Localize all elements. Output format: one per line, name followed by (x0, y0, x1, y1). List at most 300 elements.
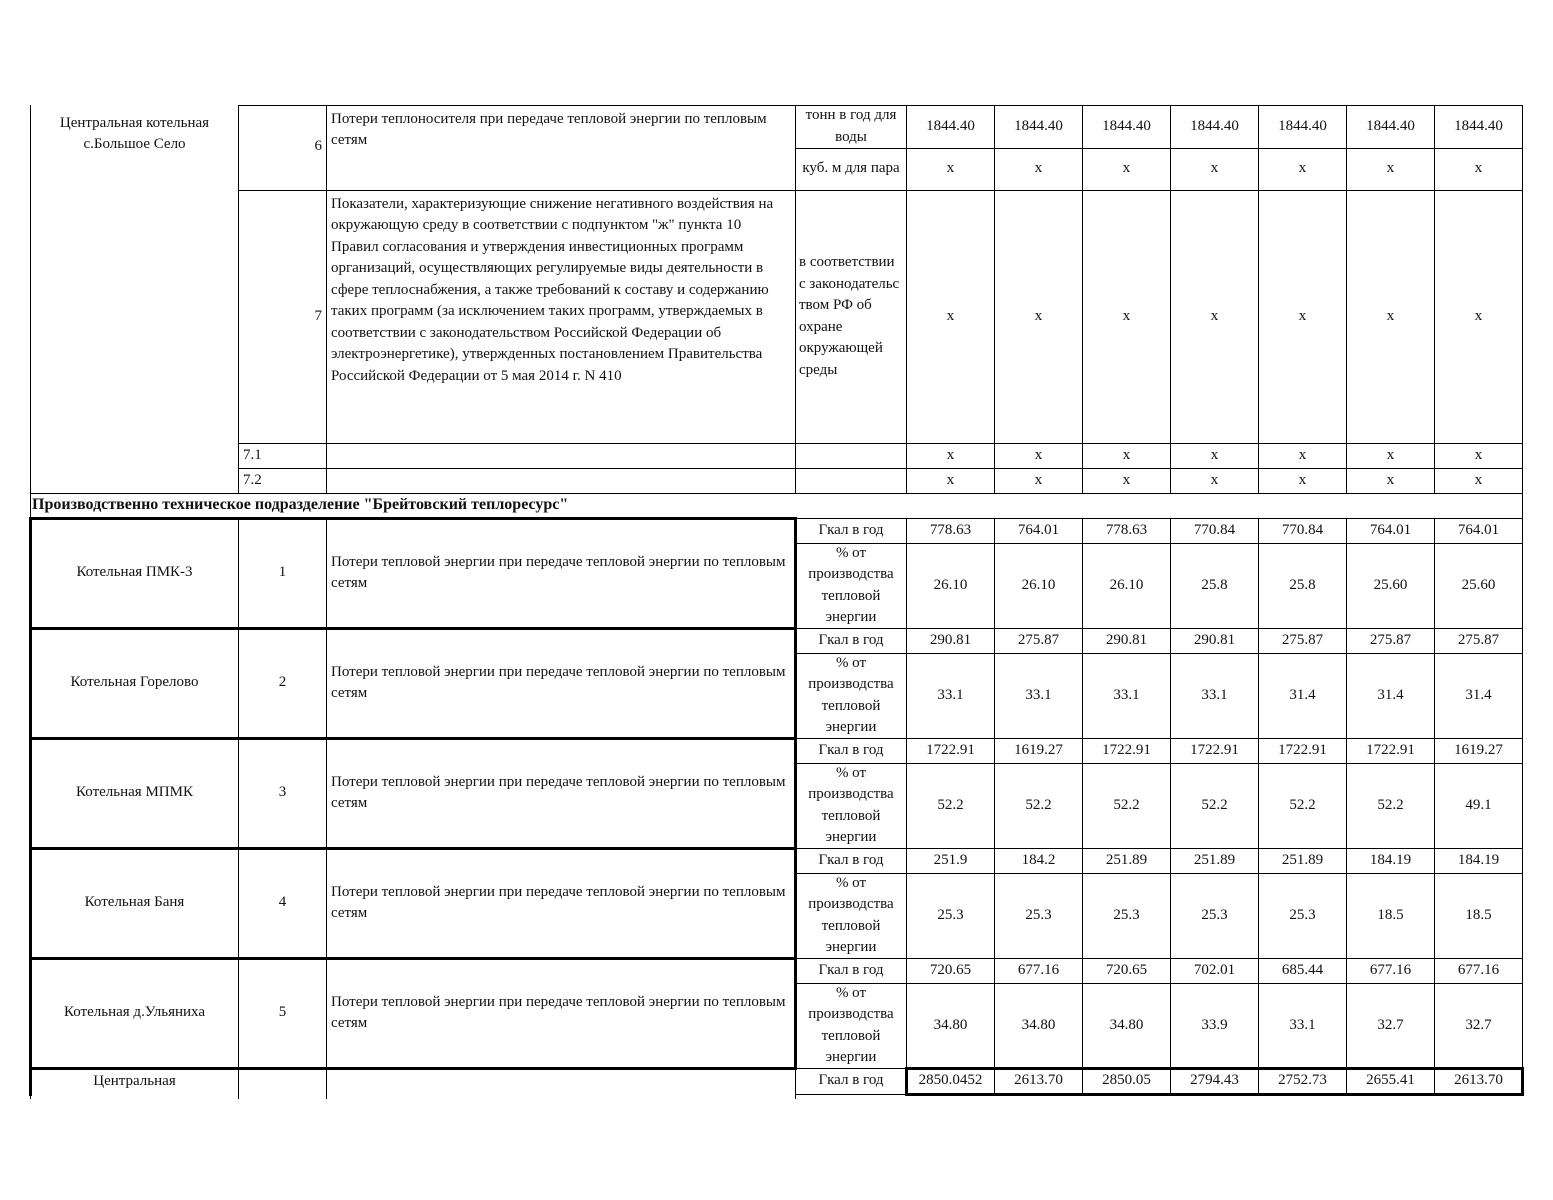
value-cell (1434, 468, 1523, 494)
row-number-cell-text: 3 (278, 784, 287, 801)
value-cell-text: x (1034, 471, 1043, 488)
value-cell-text: 1844.40 (1366, 117, 1415, 134)
value-cell-text: x (1298, 471, 1307, 488)
unit-cell-text: % от производства тепловой энергии (808, 544, 894, 625)
value-cell-text: x (946, 446, 955, 463)
indicator-description-cell-text: Потери тепловой энергии при передаче тепловой энергии по тепловым сетям (331, 553, 786, 591)
value-cell (1170, 848, 1259, 874)
value-cell-text: 1844.40 (1190, 117, 1239, 134)
unit-cell (795, 190, 907, 444)
value-cell (1170, 468, 1259, 494)
value-cell-text: 2850.0452 (918, 1072, 983, 1089)
value-cell-text: 26.10 (1109, 576, 1144, 593)
value-cell (994, 653, 1083, 739)
value-cell-text: 25.3 (1113, 906, 1140, 923)
value-cell (1170, 628, 1259, 654)
boiler-name-cell (30, 848, 239, 959)
unit-cell-text: Гкал в год (818, 1072, 884, 1089)
value-cell (1082, 983, 1171, 1069)
value-cell (994, 148, 1083, 191)
indicator-description-cell-text: Потери тепловой энергии при передаче тепловой энергии по тепловым сетям (331, 883, 786, 921)
value-cell-text: 26.10 (933, 576, 968, 593)
value-cell (1346, 1068, 1435, 1095)
row-number-cell (238, 958, 327, 1069)
value-cell-text: x (1474, 307, 1483, 324)
value-cell-text: 25.3 (1289, 906, 1316, 923)
value-cell (906, 983, 995, 1069)
indicator-description-cell-text: Потери тепловой энергии при передаче тепловой энергии по тепловым сетям (331, 773, 786, 811)
value-cell (906, 848, 995, 874)
indicator-description-cell (326, 848, 796, 959)
value-cell-text: 290.81 (1193, 631, 1236, 648)
boiler-name-cell-text: Центральная (93, 1072, 176, 1089)
value-cell-text: 778.63 (1105, 521, 1148, 538)
value-cell (1258, 848, 1347, 874)
value-cell (1258, 443, 1347, 469)
indicator-description-cell (326, 958, 796, 1069)
value-cell-text: 251.89 (1193, 851, 1236, 868)
unit-cell-text: % от производства тепловой энергии (808, 654, 894, 735)
value-cell (906, 443, 995, 469)
row-number-cell (238, 1068, 327, 1099)
value-cell-text: 25.3 (1201, 906, 1228, 923)
value-cell-text: x (1298, 446, 1307, 463)
value-cell-text: x (1034, 446, 1043, 463)
unit-cell (795, 1068, 907, 1095)
indicator-description-cell-text: Потери теплоносителя при передаче тепловой энергии по тепловым сетям (331, 110, 767, 148)
boiler-name-cell (30, 958, 239, 1069)
value-cell (906, 1068, 995, 1095)
value-cell-text: 25.8 (1289, 576, 1316, 593)
value-cell (1434, 848, 1523, 874)
value-cell-text: x (1122, 446, 1131, 463)
unit-cell-text: Гкал в год (818, 741, 884, 758)
boiler-name-cell (30, 628, 239, 739)
value-cell (1258, 1068, 1347, 1095)
value-cell-text: 1722.91 (1102, 741, 1151, 758)
value-cell-text: 52.2 (1113, 796, 1140, 813)
unit-cell (795, 983, 907, 1069)
value-cell-text: 33.1 (937, 686, 964, 703)
value-cell (1434, 628, 1523, 654)
value-cell-text: 25.3 (937, 906, 964, 923)
row-number-cell-text: 7 (314, 307, 322, 324)
value-cell (1434, 983, 1523, 1069)
boiler-name-cell-text: Котельная ПМК-3 (76, 564, 193, 581)
value-cell-text: 1844.40 (1102, 117, 1151, 134)
value-cell-text: 720.65 (929, 961, 972, 978)
value-cell (1258, 983, 1347, 1069)
value-cell-text: 32.7 (1465, 1016, 1492, 1033)
value-cell (1434, 543, 1523, 629)
value-cell-text: 33.9 (1201, 1016, 1228, 1033)
value-cell (1170, 1068, 1259, 1095)
value-cell (906, 543, 995, 629)
value-cell-text: 49.1 (1465, 796, 1492, 813)
row-number-cell-text: 7.1 (243, 446, 262, 463)
unit-cell (795, 518, 907, 544)
value-cell-text: 778.63 (929, 521, 972, 538)
value-cell (1258, 763, 1347, 849)
value-cell-text: 25.3 (1025, 906, 1052, 923)
value-cell (1258, 738, 1347, 764)
value-cell (1434, 958, 1523, 984)
value-cell-text: x (1210, 471, 1219, 488)
boiler-name-cell-text: Центральная котельная с.Большое Село (59, 114, 210, 152)
value-cell-text: x (1298, 160, 1307, 177)
boiler-name-cell (30, 105, 239, 494)
row-number-cell-text: 6 (314, 137, 322, 154)
value-cell (1346, 653, 1435, 739)
value-cell (906, 190, 995, 444)
value-cell (1434, 148, 1523, 191)
value-cell (1258, 653, 1347, 739)
value-cell-text: 677.16 (1457, 961, 1500, 978)
value-cell-text: 33.1 (1201, 686, 1228, 703)
unit-cell-text: в соответствии с законодательс твом РФ об охране окружающей среды (799, 254, 900, 378)
value-cell-text: 770.84 (1281, 521, 1324, 538)
value-cell (994, 105, 1083, 149)
value-cell (1346, 468, 1435, 494)
value-cell-text: 720.65 (1105, 961, 1148, 978)
row-number-cell (238, 468, 327, 494)
value-cell (1170, 738, 1259, 764)
value-cell-text: 33.1 (1025, 686, 1052, 703)
row-number-cell-text: 7.2 (243, 471, 262, 488)
value-cell-text: 251.89 (1281, 851, 1324, 868)
unit-cell-text: % от производства тепловой энергии (808, 764, 894, 845)
value-cell-text: 275.87 (1369, 631, 1412, 648)
value-cell-text: 702.01 (1193, 961, 1236, 978)
unit-cell (795, 543, 907, 629)
value-cell-text: 685.44 (1281, 961, 1324, 978)
value-cell (1434, 190, 1523, 444)
indicator-description-cell (326, 1068, 796, 1099)
value-cell (994, 543, 1083, 629)
boiler-name-cell-text: Котельная Баня (84, 894, 185, 911)
indicator-description-cell (326, 105, 796, 191)
value-cell-text: 25.60 (1461, 576, 1496, 593)
value-cell-text: 770.84 (1193, 521, 1236, 538)
value-cell (1258, 628, 1347, 654)
row-number-cell (238, 443, 327, 469)
value-cell (994, 848, 1083, 874)
value-cell (1434, 653, 1523, 739)
section-heading: Производственно техническое подразделение "Брейтовский теплоресурс" (32, 496, 569, 513)
value-cell-text: 31.4 (1465, 686, 1492, 703)
value-cell-text: 34.80 (1021, 1016, 1056, 1033)
unit-cell-text: куб. м для пара (802, 160, 900, 177)
value-cell-text: x (1474, 471, 1483, 488)
value-cell-text: 33.1 (1289, 1016, 1316, 1033)
value-cell (994, 958, 1083, 984)
value-cell-text: x (1386, 446, 1395, 463)
value-cell-text: 2613.70 (1454, 1072, 1503, 1089)
value-cell (994, 628, 1083, 654)
indicator-description-cell (326, 190, 796, 444)
value-cell (1258, 958, 1347, 984)
value-cell (1082, 653, 1171, 739)
value-cell (1434, 1068, 1523, 1095)
boiler-name-cell (30, 518, 239, 629)
value-cell (1434, 763, 1523, 849)
value-cell (1346, 958, 1435, 984)
value-cell (1170, 190, 1259, 444)
row-number-cell-text: 1 (278, 564, 287, 581)
value-cell-text: x (1386, 160, 1395, 177)
value-cell (1346, 105, 1435, 149)
unit-cell (795, 958, 907, 984)
row-number-cell (238, 848, 327, 959)
indicator-description-cell (326, 468, 796, 494)
value-cell-text: 34.80 (933, 1016, 968, 1033)
value-cell (994, 190, 1083, 444)
value-cell (1082, 738, 1171, 764)
value-cell-text: 1722.91 (1278, 741, 1327, 758)
value-cell (906, 653, 995, 739)
value-cell (1170, 983, 1259, 1069)
value-cell (1082, 763, 1171, 849)
value-cell (1170, 443, 1259, 469)
value-cell-text: 52.2 (1025, 796, 1052, 813)
value-cell-text: x (1210, 446, 1219, 463)
indicator-description-cell (326, 518, 796, 629)
value-cell (1082, 190, 1171, 444)
value-cell (906, 518, 995, 544)
value-cell (1258, 518, 1347, 544)
value-cell-text: 290.81 (1105, 631, 1148, 648)
unit-cell-text: Гкал в год (818, 631, 884, 648)
value-cell-text: 764.01 (1457, 521, 1500, 538)
value-cell-text: 1619.27 (1454, 741, 1503, 758)
value-cell (906, 468, 995, 494)
value-cell-text: 184.2 (1021, 851, 1056, 868)
unit-cell (795, 468, 907, 494)
value-cell-text: 1722.91 (1366, 741, 1415, 758)
value-cell-text: 764.01 (1369, 521, 1412, 538)
value-cell-text: x (946, 471, 955, 488)
unit-cell (795, 148, 907, 191)
value-cell (994, 443, 1083, 469)
value-cell-text: 275.87 (1457, 631, 1500, 648)
unit-cell-text: Гкал в год (818, 961, 884, 978)
unit-cell-text: тонн в год для воды (805, 107, 897, 145)
value-cell-text: 677.16 (1017, 961, 1060, 978)
boiler-name-cell-text: Котельная МПМК (76, 784, 193, 801)
value-cell (1170, 958, 1259, 984)
value-cell (1346, 738, 1435, 764)
value-cell-text: 31.4 (1377, 686, 1404, 703)
value-cell (1258, 543, 1347, 629)
value-cell-text: 275.87 (1017, 631, 1060, 648)
value-cell (994, 1068, 1083, 1095)
value-cell-text: 2655.41 (1366, 1072, 1415, 1089)
value-cell-text: 1722.91 (1190, 741, 1239, 758)
indicator-description-cell-text: Потери тепловой энергии при передаче тепловой энергии по тепловым сетям (331, 993, 786, 1031)
value-cell (1258, 190, 1347, 444)
indicator-description-cell-text: Показатели, характеризующие снижение негативного воздействия на окружающую среду в соответствии с подпунктом "ж" пункта 10 Правил согласования и утверждения инвестиционных программ организаций, осуществляющих регулируемые виды деятельности в сфере теплоснабжения, а также требований к составу и содержанию таких программ (за исключением таких программ, утверждаемых в соответствии с законодательством Российской Федерации об электроэнергетике), утвержденных постановлением Правительства Российской Федерации от 5 мая 2014 г. N 410 (331, 195, 774, 384)
value-cell-text: 52.2 (1289, 796, 1316, 813)
value-cell-text: x (1122, 160, 1131, 177)
value-cell (1082, 958, 1171, 984)
value-cell-text: 184.19 (1457, 851, 1500, 868)
indicator-description-cell (326, 738, 796, 849)
value-cell-text: 251.9 (933, 851, 968, 868)
value-cell (1170, 105, 1259, 149)
value-cell (994, 738, 1083, 764)
value-cell (1082, 848, 1171, 874)
value-cell-text: 1844.40 (1454, 117, 1503, 134)
row-number-cell (238, 190, 327, 444)
value-cell (1082, 443, 1171, 469)
value-cell (906, 628, 995, 654)
value-cell-text: 52.2 (1377, 796, 1404, 813)
value-cell (1082, 628, 1171, 654)
value-cell (1346, 983, 1435, 1069)
value-cell (1082, 873, 1171, 959)
value-cell-text: 1619.27 (1014, 741, 1063, 758)
value-cell-text: x (946, 160, 955, 177)
unit-cell (795, 105, 907, 149)
value-cell (994, 873, 1083, 959)
unit-cell (795, 848, 907, 874)
row-number-cell-text: 4 (278, 894, 287, 911)
value-cell (1170, 518, 1259, 544)
unit-cell-text: Гкал в год (818, 521, 884, 538)
value-cell-text: x (1386, 307, 1395, 324)
value-cell (906, 148, 995, 191)
value-cell-text: x (1474, 160, 1483, 177)
boiler-name-cell-text: Котельная Горелово (70, 674, 199, 691)
value-cell (1346, 873, 1435, 959)
value-cell (1170, 873, 1259, 959)
value-cell (1346, 628, 1435, 654)
value-cell-text: 52.2 (1201, 796, 1228, 813)
value-cell (1346, 763, 1435, 849)
unit-cell (795, 653, 907, 739)
unit-cell (795, 738, 907, 764)
indicator-description-cell (326, 628, 796, 739)
value-cell (906, 958, 995, 984)
value-cell-text: 1844.40 (1278, 117, 1327, 134)
value-cell-text: x (946, 307, 955, 324)
value-cell-text: 25.8 (1201, 576, 1228, 593)
value-cell-text: x (1210, 307, 1219, 324)
value-cell (906, 763, 995, 849)
value-cell-text: x (1474, 446, 1483, 463)
indicator-description-cell (326, 443, 796, 469)
row-number-cell-text: 2 (278, 674, 287, 691)
value-cell-text: 1722.91 (926, 741, 975, 758)
value-cell-text: 251.89 (1105, 851, 1148, 868)
unit-cell (795, 763, 907, 849)
value-cell (1346, 190, 1435, 444)
value-cell-text: x (1122, 307, 1131, 324)
value-cell-text: 764.01 (1017, 521, 1060, 538)
unit-cell (795, 443, 907, 469)
value-cell (906, 738, 995, 764)
value-cell-text: 1844.40 (926, 117, 975, 134)
value-cell (1082, 148, 1171, 191)
row-number-cell (238, 518, 327, 629)
value-cell (994, 983, 1083, 1069)
value-cell (1258, 105, 1347, 149)
value-cell-text: 677.16 (1369, 961, 1412, 978)
value-cell (1170, 763, 1259, 849)
unit-cell-text: Гкал в год (818, 851, 884, 868)
value-cell (1346, 518, 1435, 544)
value-cell (1434, 738, 1523, 764)
value-cell (1170, 148, 1259, 191)
value-cell (1258, 873, 1347, 959)
row-number-cell (238, 738, 327, 849)
unit-cell (795, 873, 907, 959)
indicator-description-cell-text: Потери тепловой энергии при передаче тепловой энергии по тепловым сетям (331, 663, 786, 701)
value-cell-text: x (1034, 160, 1043, 177)
unit-cell-text: % от производства тепловой энергии (808, 984, 894, 1065)
value-cell-text: 18.5 (1465, 906, 1492, 923)
value-cell-text: 33.1 (1113, 686, 1140, 703)
value-cell (1258, 468, 1347, 494)
row-number-cell (238, 628, 327, 739)
value-cell-text: 25.60 (1373, 576, 1408, 593)
boiler-name-cell-text: Котельная д.Ульяниха (64, 1004, 205, 1021)
boiler-name-cell (30, 1068, 239, 1099)
value-cell-text: 2794.43 (1190, 1072, 1239, 1089)
value-cell (1346, 543, 1435, 629)
value-cell-text: 34.80 (1109, 1016, 1144, 1033)
unit-cell-text: % от производства тепловой энергии (808, 874, 894, 955)
value-cell (1434, 873, 1523, 959)
value-cell (1082, 1068, 1171, 1095)
value-cell (994, 518, 1083, 544)
value-cell (906, 873, 995, 959)
row-number-cell (238, 105, 327, 191)
value-cell (1170, 543, 1259, 629)
value-cell-text: 2613.70 (1014, 1072, 1063, 1089)
value-cell-text: 290.81 (929, 631, 972, 648)
row-number-cell-text: 5 (278, 1004, 287, 1021)
value-cell (1434, 518, 1523, 544)
value-cell-text: 52.2 (937, 796, 964, 813)
value-cell (1082, 518, 1171, 544)
value-cell-text: x (1298, 307, 1307, 324)
value-cell (1346, 148, 1435, 191)
value-cell-text: x (1210, 160, 1219, 177)
value-cell-text: 1844.40 (1014, 117, 1063, 134)
value-cell (1082, 105, 1171, 149)
value-cell (1258, 148, 1347, 191)
value-cell (1346, 848, 1435, 874)
unit-cell (795, 628, 907, 654)
value-cell (1346, 443, 1435, 469)
value-cell-text: 275.87 (1281, 631, 1324, 648)
value-cell (1170, 653, 1259, 739)
value-cell-text: x (1122, 471, 1131, 488)
value-cell-text: x (1386, 471, 1395, 488)
value-cell-text: 31.4 (1289, 686, 1316, 703)
value-cell-text: 32.7 (1377, 1016, 1404, 1033)
value-cell (1434, 443, 1523, 469)
value-cell-text: 26.10 (1021, 576, 1056, 593)
value-cell (1434, 105, 1523, 149)
value-cell (1082, 468, 1171, 494)
value-cell-text: x (1034, 307, 1043, 324)
value-cell-text: 18.5 (1377, 906, 1404, 923)
value-cell (994, 468, 1083, 494)
boiler-name-cell (30, 738, 239, 849)
value-cell-text: 184.19 (1369, 851, 1412, 868)
